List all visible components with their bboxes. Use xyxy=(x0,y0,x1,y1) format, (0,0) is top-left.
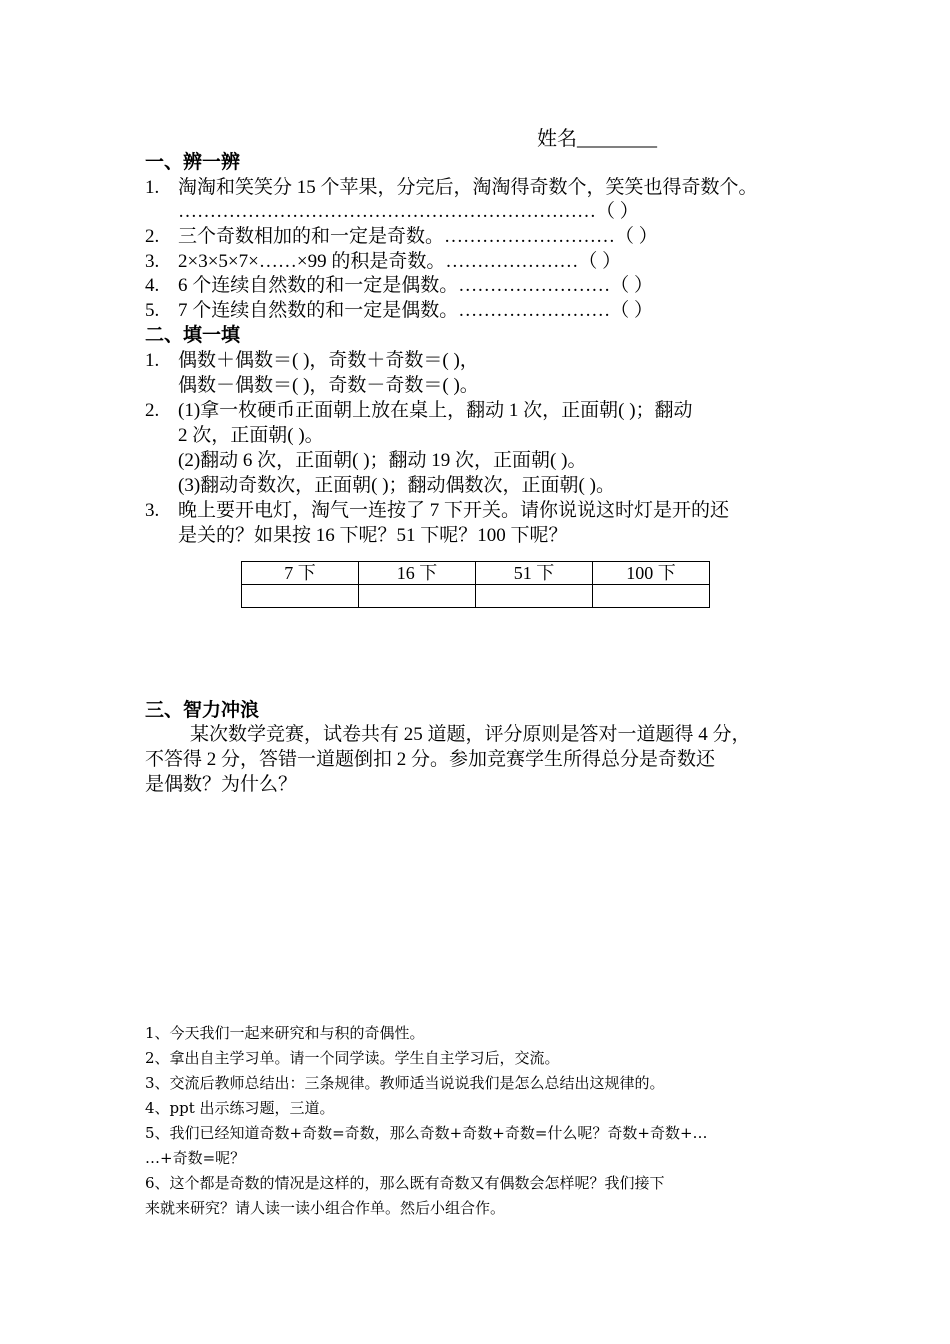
table-answer-cell[interactable] xyxy=(476,585,593,608)
s2-item-3-line-2: 是关的？如果按 16 下呢？51 下呢？100 下呢？ xyxy=(178,525,568,546)
section-3-title: 三、智力冲浪 xyxy=(145,700,260,721)
table-answer-cell[interactable] xyxy=(359,585,476,608)
s2-item-1-line-2: 偶数－偶数＝( )，奇数－奇数＝( )。 xyxy=(178,375,479,396)
s2-item-2-number: 2. xyxy=(145,400,160,421)
s2-item-3-number: 3. xyxy=(145,500,160,521)
note-line-5: 5、我们已经知道奇数+奇数=奇数，那么奇数+奇数+奇数=什么呢？奇数+奇数+… xyxy=(145,1124,708,1142)
s1-item-5-number: 5. xyxy=(145,300,160,321)
s3-problem-line-2: 不答得 2 分，答错一道题倒扣 2 分。参加竞赛学生所得总分是奇数还 xyxy=(145,749,716,770)
s2-item-2-line-4: (3)翻动奇数次，正面朝( )；翻动偶数次，正面朝( )。 xyxy=(178,475,615,496)
table-header-cell: 51 下 xyxy=(476,562,593,585)
table-header-cell: 100 下 xyxy=(593,562,710,585)
s3-problem-line-1: 某次数学竞赛，试卷共有 25 道题，评分原则是答对一道题得 4 分， xyxy=(190,724,751,745)
note-line-3: 3、交流后教师总结出：三条规律。教师适当说说我们是怎么总结出这规律的。 xyxy=(145,1074,665,1092)
note-line-7: 6、这个都是奇数的情况是这样的，那么既有奇数又有偶数会怎样呢？我们接下 xyxy=(145,1174,665,1192)
s1-item-1-dots: …………………………………………………………（ ） xyxy=(178,201,639,222)
s2-item-1-line-1: 偶数＋偶数＝( )，奇数＋奇数＝( )， xyxy=(178,350,479,371)
s1-item-4-number: 4. xyxy=(145,275,160,296)
s1-item-1-text: 淘淘和笑笑分 15 个苹果，分完后，淘淘得奇数个，笑笑也得奇数个。 xyxy=(178,177,758,198)
s1-item-3-text: 2×3×5×7×……×99 的积是奇数。…………………（ ） xyxy=(178,251,622,272)
s1-item-1-number: 1. xyxy=(145,177,160,198)
table-answer-row xyxy=(242,585,710,608)
s1-item-2-number: 2. xyxy=(145,226,160,247)
light-switch-table xyxy=(241,561,710,608)
table-answer-cell[interactable] xyxy=(593,585,710,608)
s2-item-2-line-2: 2 次，正面朝( )。 xyxy=(178,425,324,446)
note-line-4: 4、ppt 出示练习题，三道。 xyxy=(145,1099,335,1117)
table-answer-cell[interactable] xyxy=(242,585,359,608)
table-header-cell: 16 下 xyxy=(359,562,476,585)
s3-problem-line-3: 是偶数？为什么？ xyxy=(145,774,298,795)
s1-item-5-text: 7 个连续自然数的和一定是偶数。……………………（ ） xyxy=(178,300,654,321)
note-line-6: …+奇数=呢？ xyxy=(145,1149,246,1167)
note-line-2: 2、拿出自主学习单。请一个同学读。学生自主学习后，交流。 xyxy=(145,1049,560,1067)
name-field-label: 姓名________ xyxy=(537,128,657,150)
s1-item-3-number: 3. xyxy=(145,251,160,272)
s2-item-2-line-3: (2)翻动 6 次，正面朝( )；翻动 19 次，正面朝( )。 xyxy=(178,450,587,471)
s1-item-4-text: 6 个连续自然数的和一定是偶数。……………………（ ） xyxy=(178,275,654,296)
s2-item-1-number: 1. xyxy=(145,350,160,371)
section-1-title: 一、辨一辨 xyxy=(145,152,241,173)
s2-item-3-line-1: 晚上要开电灯，淘气一连按了 7 下开关。请你说说这时灯是开的还 xyxy=(178,500,730,521)
section-2-title: 二、填一填 xyxy=(145,325,241,346)
note-line-8: 来就来研究？请人读一读小组合作单。然后小组合作。 xyxy=(145,1199,506,1217)
table-header-row xyxy=(242,562,710,585)
table-header-cell: 7 下 xyxy=(242,562,359,585)
note-line-1: 1、今天我们一起来研究和与积的奇偶性。 xyxy=(145,1024,425,1042)
s2-item-2-line-1: (1)拿一枚硬币正面朝上放在桌上，翻动 1 次，正面朝( )；翻动 xyxy=(178,400,693,421)
s1-item-2-text: 三个奇数相加的和一定是奇数。………………………（ ） xyxy=(178,226,658,247)
